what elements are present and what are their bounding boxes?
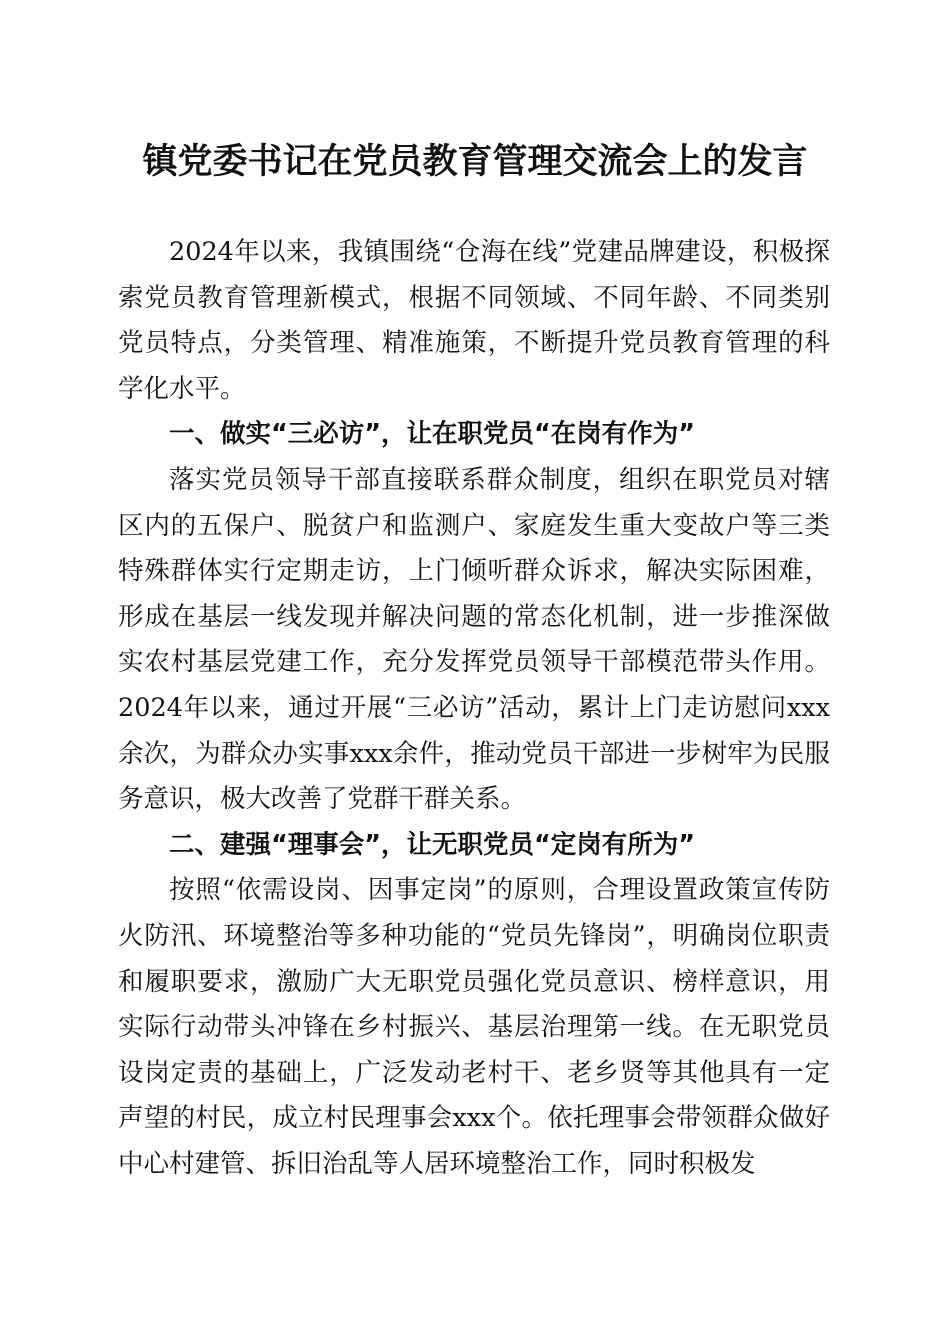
section-2-paragraph: 按照“依需设岗、因事定岗”的原则，合理设置政策宣传防火防汛、环境整治等多种功能的“党员先锋岗”，明确岗位职责和履职要求，激励广大无职党员强化党员意识、榜样意识，用实际行动带头冲锋在乡村振兴、基层治理第一线。在无职党员设岗定责的基础上，广泛发动老村干、老乡贤等其他具有一定声望的村民，成立村民理事会xxx个。依托理事会带领群众做好中心村建管、拆旧治乱等人居环境整治工作，同时积极发 [118, 875, 830, 1179]
section-2-heading: 二、建强“理事会”，让无职党员“定岗有所为” [169, 829, 696, 860]
document-title: 镇党委书记在党员教育管理交流会上的发言 [142, 141, 808, 182]
document-body [118, 230, 830, 1187]
intro-paragraph: 2024年以来，我镇围绕“仓海在线”党建品牌建设，积极探索党员教育管理新模式，根据不同领域、不同年龄、不同类别党员特点，分类管理、精准施策，不断提升党员教育管理的科学化水平。 [118, 237, 830, 404]
section-1-paragraph: 落实党员领导干部直接联系群众制度，组织在职党员对辖区内的五保户、脱贫户和监测户、家庭发生重大变故户等三类特殊群体实行定期走访，上门倾听群众诉求，解决实际困难，形成在基层一线发现并解决问题的常态化机制，进一步推深做实农村基层党建工作，充分发挥党员领导干部模范带头作用。2024年以来，通过开展“三必访”活动，累计上门走访慰问xxx余次，为群众办实事xxx余件，推动党员干部进一步树牢为民服务意识，极大改善了党群干群关系。 [118, 464, 830, 815]
section-1-heading: 一、做实“三必访”，让在职党员“在岗有作为” [169, 419, 696, 450]
